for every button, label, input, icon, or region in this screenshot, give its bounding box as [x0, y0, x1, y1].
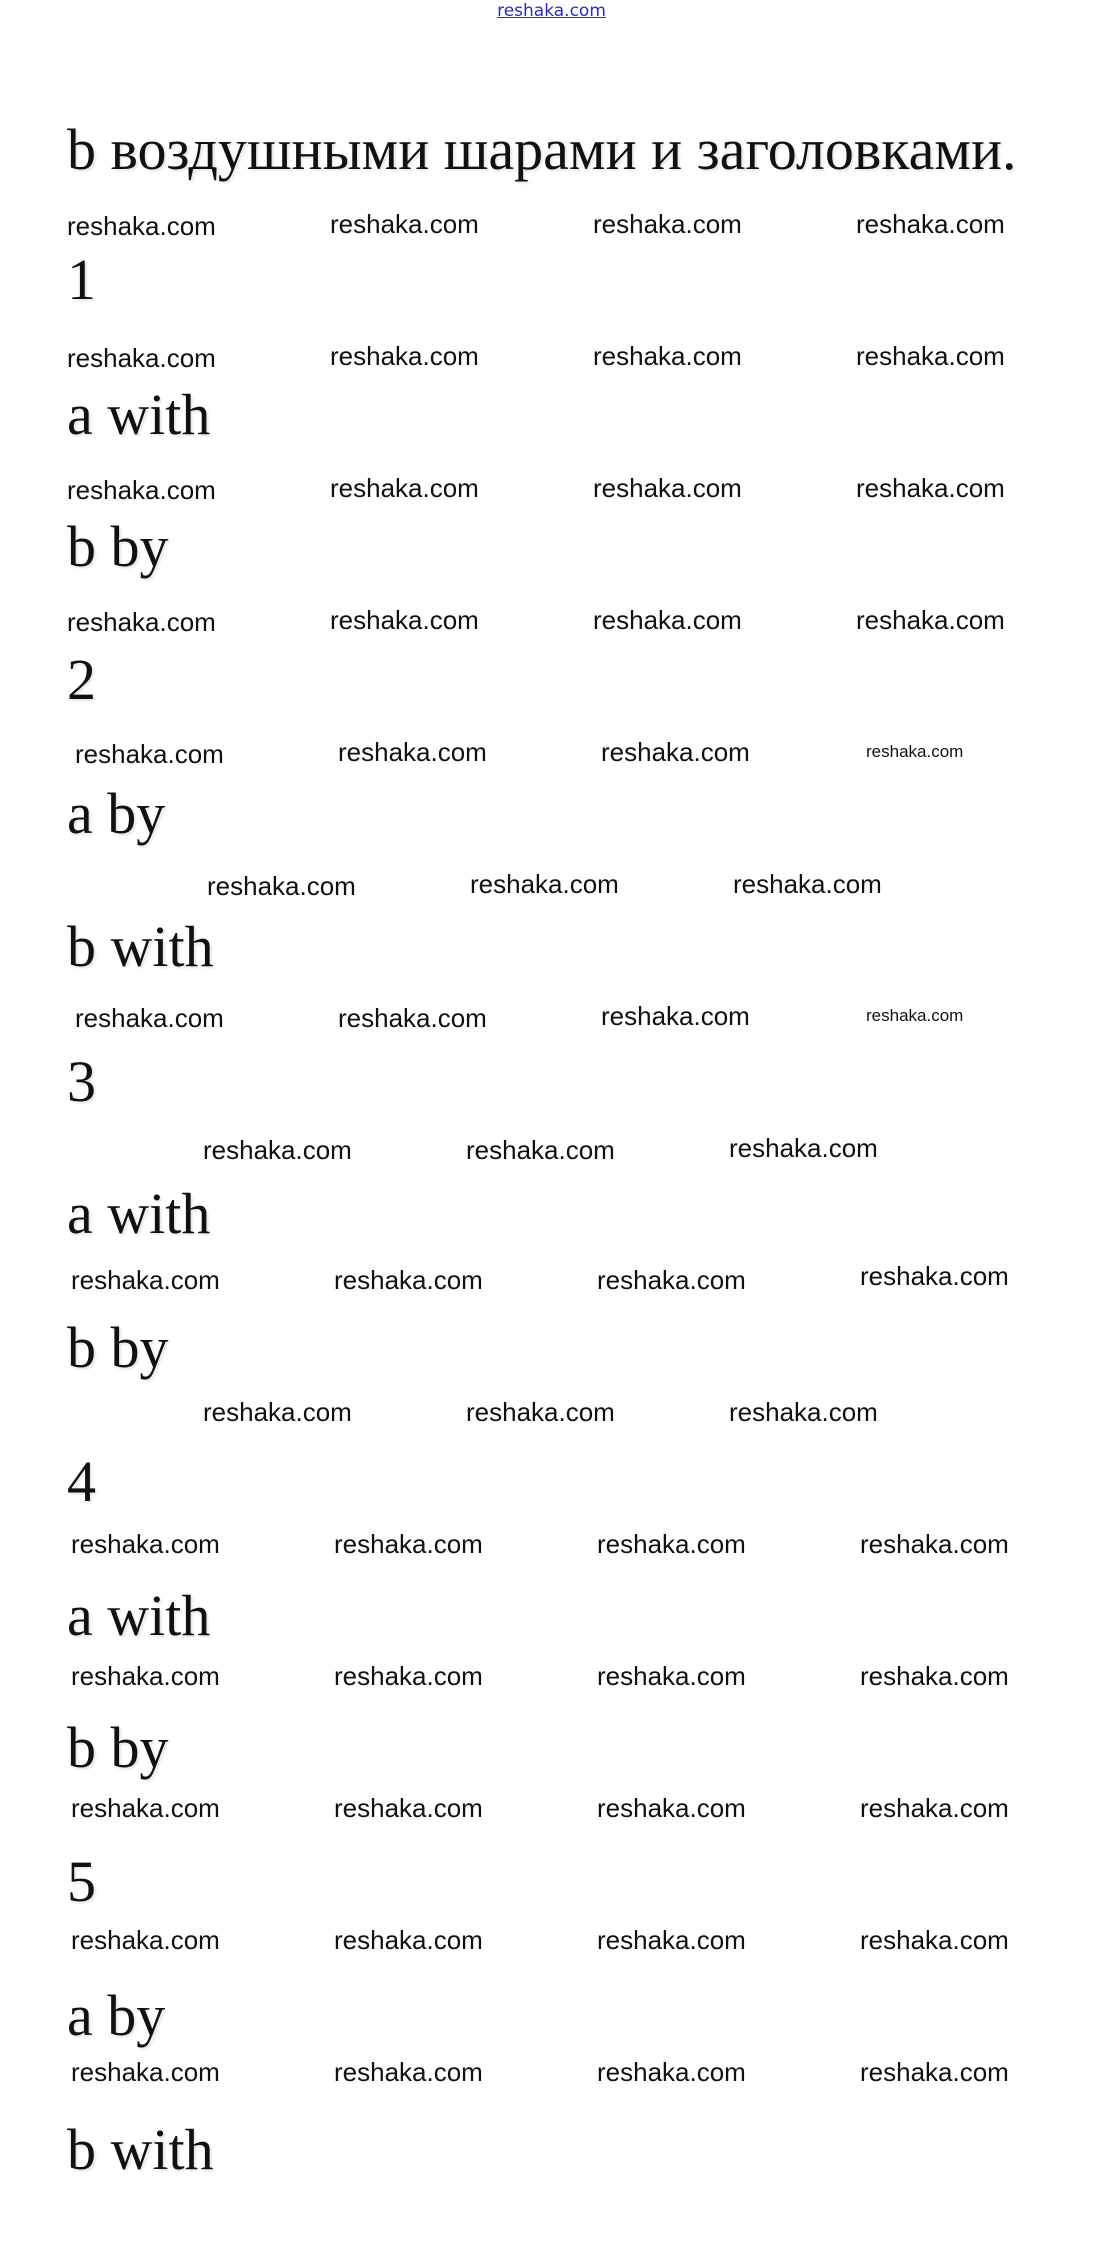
watermark: reshaka.com [597, 1925, 746, 1955]
watermark: reshaka.com [334, 1661, 483, 1691]
answer-line: b by [67, 1715, 169, 1780]
watermark-row [0, 1132, 1103, 1164]
watermark: reshaka.com [67, 475, 216, 505]
watermark: reshaka.com [67, 607, 216, 637]
answer-line: a with [67, 382, 211, 447]
watermark: reshaka.com [593, 209, 742, 239]
watermark: reshaka.com [67, 211, 216, 241]
watermark: reshaka.com [334, 2057, 483, 2087]
watermark: reshaka.com [866, 1006, 964, 1025]
answer-line: b by [67, 1315, 169, 1380]
watermark-row [0, 736, 1103, 768]
watermark-row [0, 472, 1103, 504]
watermark-row [0, 1924, 1103, 1956]
answer-line: 5 [67, 1849, 96, 1914]
watermark: reshaka.com [597, 1265, 746, 1295]
watermark-row [0, 340, 1103, 372]
watermark-row [0, 1261, 1103, 1296]
watermark: reshaka.com [338, 1003, 487, 1033]
watermark: reshaka.com [71, 1793, 220, 1823]
watermark: reshaka.com [866, 742, 964, 761]
answer-line: a with [67, 1583, 211, 1648]
watermark: reshaka.com [733, 869, 882, 899]
answer-line: a by [67, 781, 166, 846]
answer-line: b by [67, 514, 169, 579]
watermark: reshaka.com [203, 1135, 352, 1165]
answer-line: b with [67, 2117, 214, 2182]
answer-line: a by [67, 1983, 166, 2048]
answer-line: a with [67, 1181, 211, 1246]
watermark: reshaka.com [593, 473, 742, 503]
watermark: reshaka.com [860, 1661, 1009, 1691]
answer-line: b with [67, 914, 214, 979]
watermark: reshaka.com [597, 1793, 746, 1823]
watermark: reshaka.com [593, 605, 742, 635]
watermark: reshaka.com [338, 737, 487, 767]
watermark: reshaka.com [71, 2057, 220, 2087]
site-link[interactable]: reshaka.com [497, 1, 606, 21]
watermark: reshaka.com [75, 739, 224, 769]
watermark: reshaka.com [330, 473, 479, 503]
watermark: reshaka.com [466, 1397, 615, 1427]
answer-line: b воздушными шарами и заголовками. [67, 117, 1017, 182]
answer-line: 3 [67, 1049, 96, 1114]
watermark-row [0, 1792, 1103, 1824]
watermark: reshaka.com [71, 1661, 220, 1691]
watermark-row [0, 1528, 1103, 1560]
watermark: reshaka.com [334, 1793, 483, 1823]
watermark: reshaka.com [856, 473, 1005, 503]
watermark-row [0, 2056, 1103, 2088]
watermark: reshaka.com [860, 1529, 1009, 1559]
watermark: reshaka.com [729, 1133, 878, 1163]
watermark: reshaka.com [597, 2057, 746, 2087]
watermark: reshaka.com [207, 871, 356, 901]
watermark: reshaka.com [71, 1925, 220, 1955]
watermark: reshaka.com [330, 341, 479, 371]
watermark: reshaka.com [856, 341, 1005, 371]
watermark: reshaka.com [860, 1261, 1009, 1291]
watermark: reshaka.com [75, 1003, 224, 1033]
watermark: reshaka.com [334, 1529, 483, 1559]
watermark-row [0, 1396, 1103, 1428]
watermark-row [0, 1660, 1103, 1692]
watermark: reshaka.com [330, 605, 479, 635]
watermark-row [0, 1000, 1103, 1032]
watermark: reshaka.com [729, 1397, 878, 1427]
watermark-row [0, 604, 1103, 636]
watermark: reshaka.com [860, 2057, 1009, 2087]
watermark: reshaka.com [71, 1529, 220, 1559]
watermark: reshaka.com [601, 1001, 750, 1031]
watermark: reshaka.com [856, 209, 1005, 239]
watermark: reshaka.com [860, 1793, 1009, 1823]
watermark: reshaka.com [470, 869, 619, 899]
watermark: reshaka.com [860, 1925, 1009, 1955]
watermark: reshaka.com [334, 1925, 483, 1955]
watermark: reshaka.com [466, 1135, 615, 1165]
answer-line: 1 [67, 247, 96, 312]
watermark: reshaka.com [203, 1397, 352, 1427]
answer-line: 2 [67, 647, 96, 712]
watermark: reshaka.com [593, 341, 742, 371]
watermark: reshaka.com [67, 343, 216, 373]
watermark: reshaka.com [597, 1529, 746, 1559]
watermark: reshaka.com [334, 1265, 483, 1295]
watermark-row [0, 868, 1103, 900]
watermark: reshaka.com [856, 605, 1005, 635]
watermark: reshaka.com [597, 1661, 746, 1691]
answer-line: 4 [67, 1449, 96, 1514]
watermark-row [0, 208, 1103, 240]
watermark: reshaka.com [71, 1265, 220, 1295]
watermark: reshaka.com [330, 209, 479, 239]
watermark: reshaka.com [601, 737, 750, 767]
